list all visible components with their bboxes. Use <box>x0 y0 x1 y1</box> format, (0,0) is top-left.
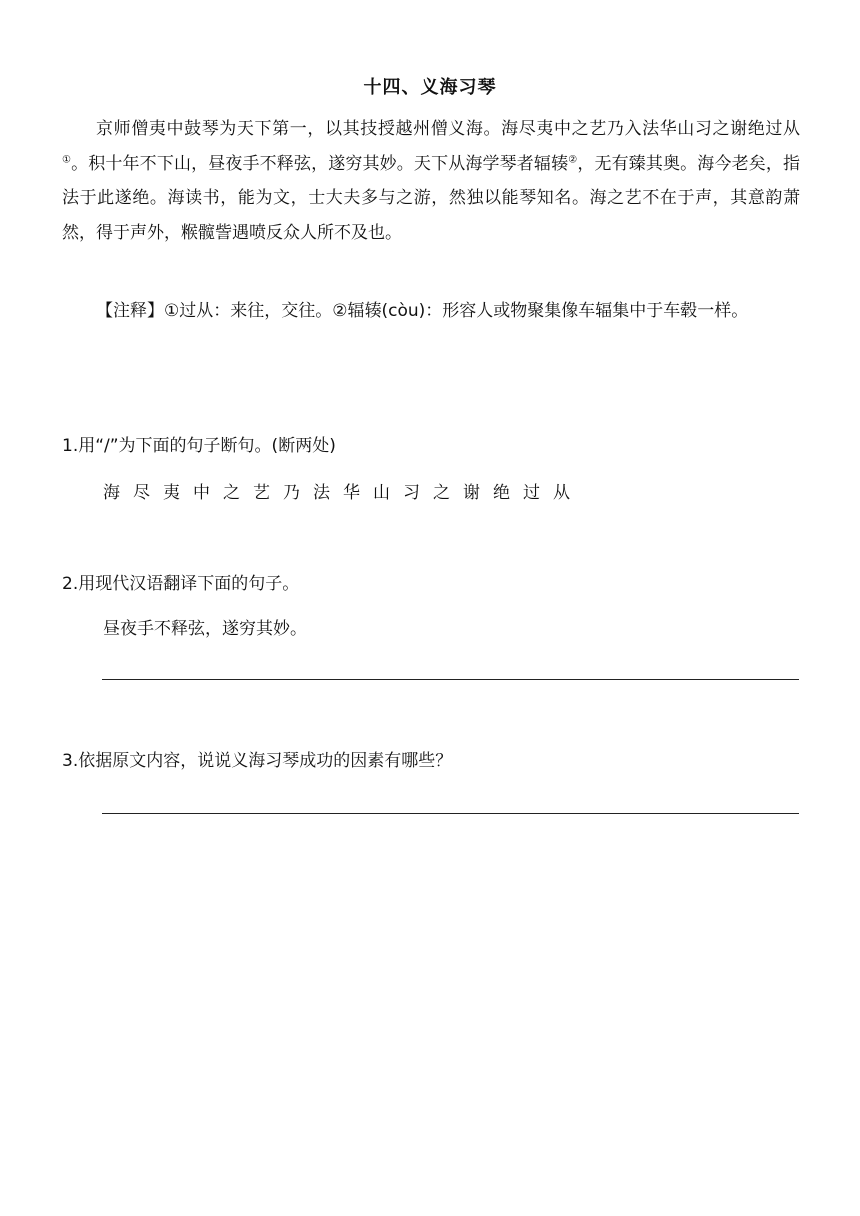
question-3-answer-line[interactable] <box>102 813 799 814</box>
passage-part-3: ，无有臻其奥。海今老矣，指法于此遂绝。海读书，能为文，士大夫多与之游，然独以能琴知名。海之艺不在于声，其意韵萧然，得于声外，糇髋訾遇喷反众人所不及也。 <box>62 153 801 243</box>
footnote-ref-1: ① <box>62 153 72 165</box>
question-2-sentence: 昼夜手不释弦，遂穷其妙。 <box>103 619 307 639</box>
question-1-sentence: 海尽夷中之艺乃法华山习之谢绝过从 <box>103 483 583 503</box>
question-3-prompt: 3.依据原文内容，说说义海习琴成功的因素有哪些？ <box>62 751 453 771</box>
passage-part-2: 。积十年不下山，昼夜手不释弦，遂穷其妙。天下从海学琴者辐辏 <box>71 153 569 174</box>
question-1-prompt: 1.用“/”为下面的句子断句。(断两处) <box>62 436 336 456</box>
footnote-ref-2: ② <box>568 153 578 165</box>
annotation-note: 【注释】①过从：来往，交往。②辐辏(còu)：形容人或物聚集像车辐集中于车毂一样。 <box>96 301 749 321</box>
passage-text <box>62 112 800 250</box>
question-2-prompt: 2.用现代汉语翻译下面的句子。 <box>62 574 300 594</box>
passage-part-1: 京师僧夷中鼓琴为天下第一，以其技授越州僧义海。海尽夷中之艺乃入法华山习之谢绝过从 <box>96 119 800 139</box>
question-2-answer-line[interactable] <box>102 679 799 680</box>
page-title: 十四、义海习琴 <box>363 77 497 98</box>
